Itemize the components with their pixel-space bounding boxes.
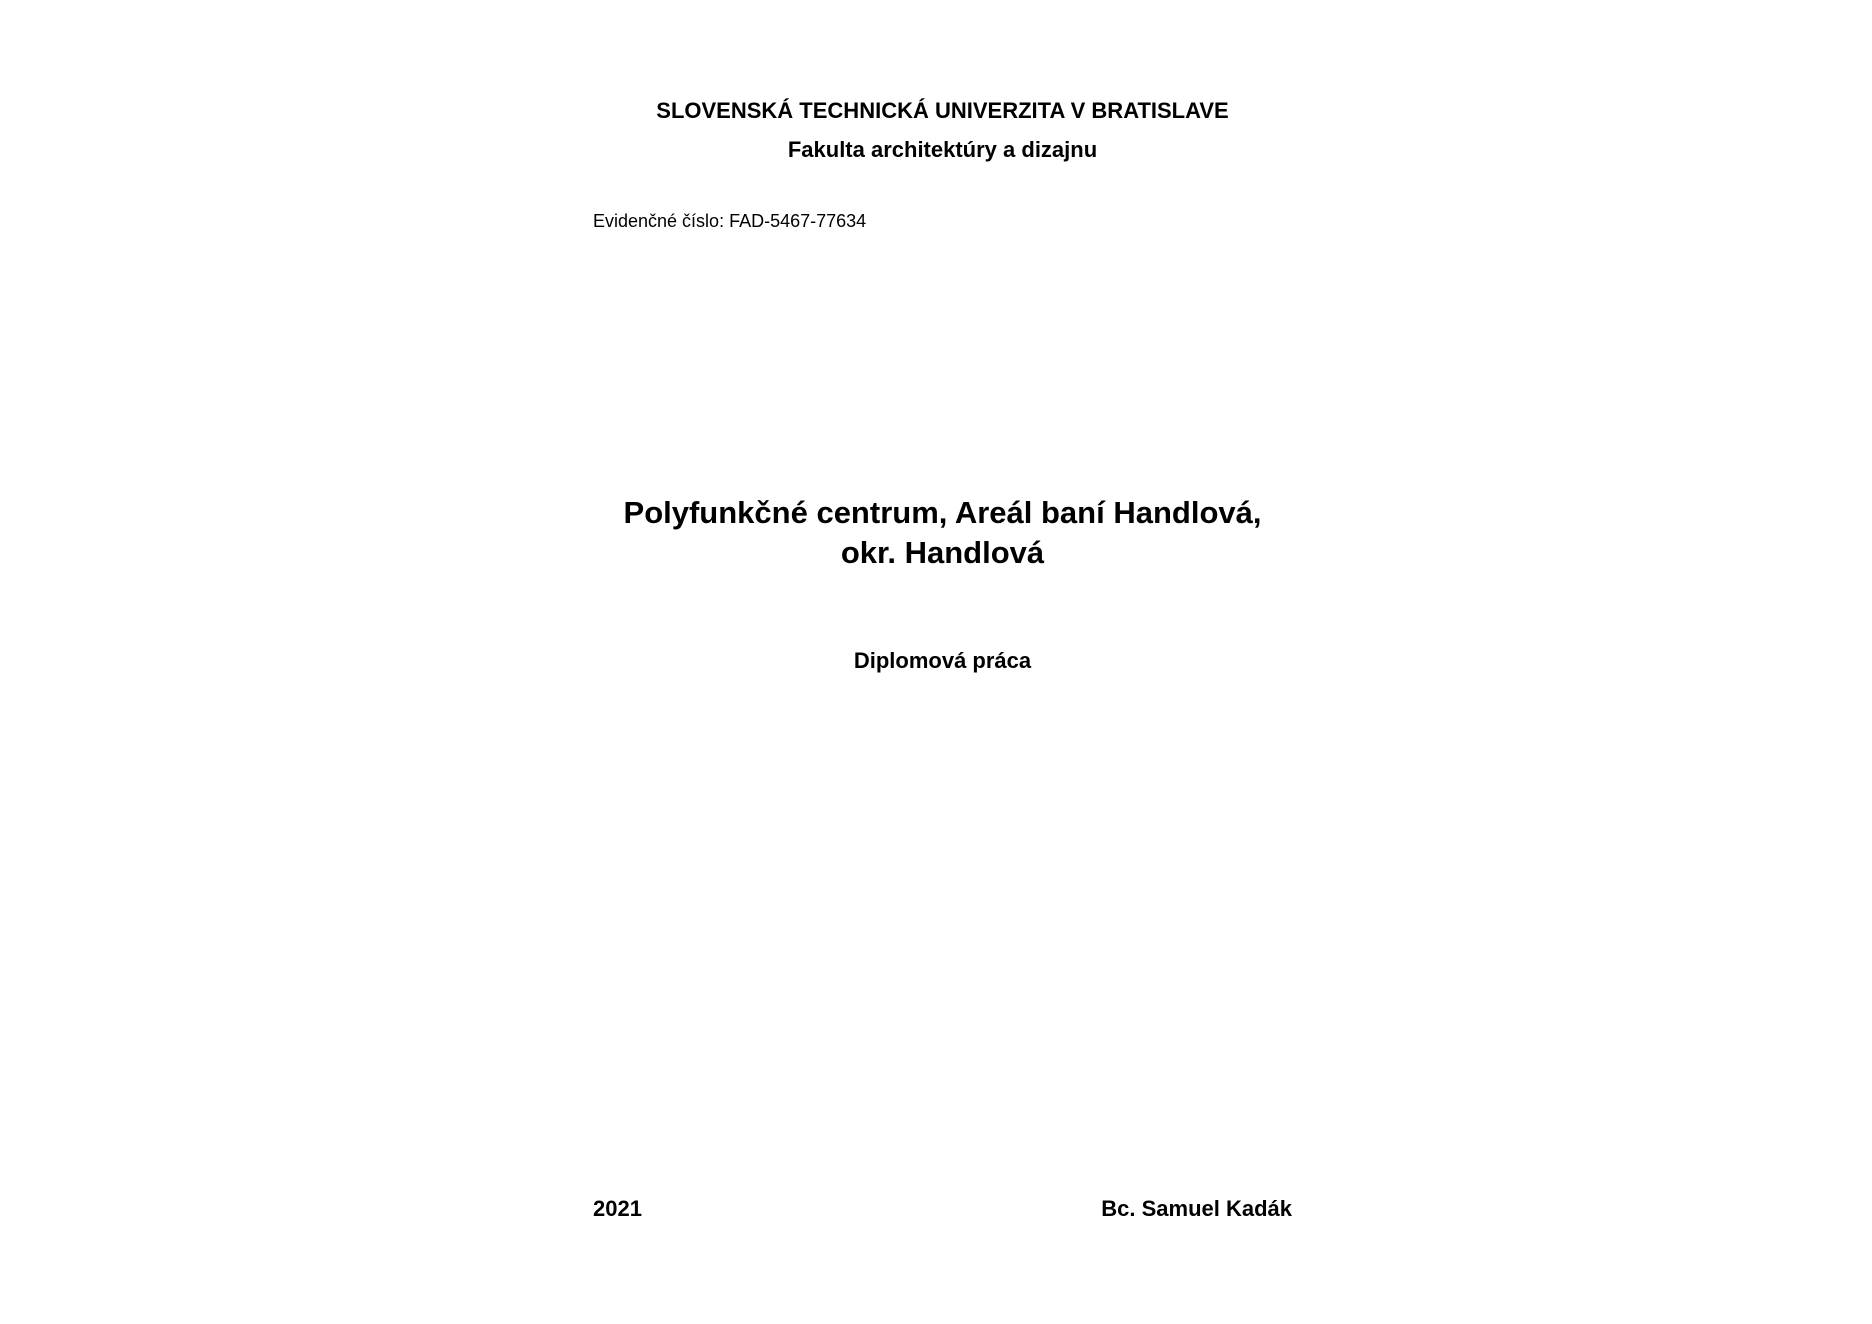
registration-value: FAD-5467-77634 <box>729 211 867 231</box>
registration-label: Evidenčné číslo: <box>593 211 725 231</box>
registration-number <box>593 210 866 232</box>
thesis-title <box>0 493 1872 573</box>
university-name: SLOVENSKÁ TECHNICKÁ UNIVERZITA V BRATISLAVE <box>656 98 1229 123</box>
author-name: Bc. Samuel Kadák <box>1101 1196 1292 1221</box>
faculty-name: Fakulta architektúry a dizajnu <box>787 137 1098 162</box>
thesis-title-line-1: Polyfunkčné centrum, Areál baní Handlová, <box>623 495 1262 530</box>
thesis-title-line-2: okr. Handlová <box>840 535 1045 570</box>
thesis-type: Diplomová práca <box>853 648 1032 673</box>
year: 2021 <box>593 1196 642 1221</box>
